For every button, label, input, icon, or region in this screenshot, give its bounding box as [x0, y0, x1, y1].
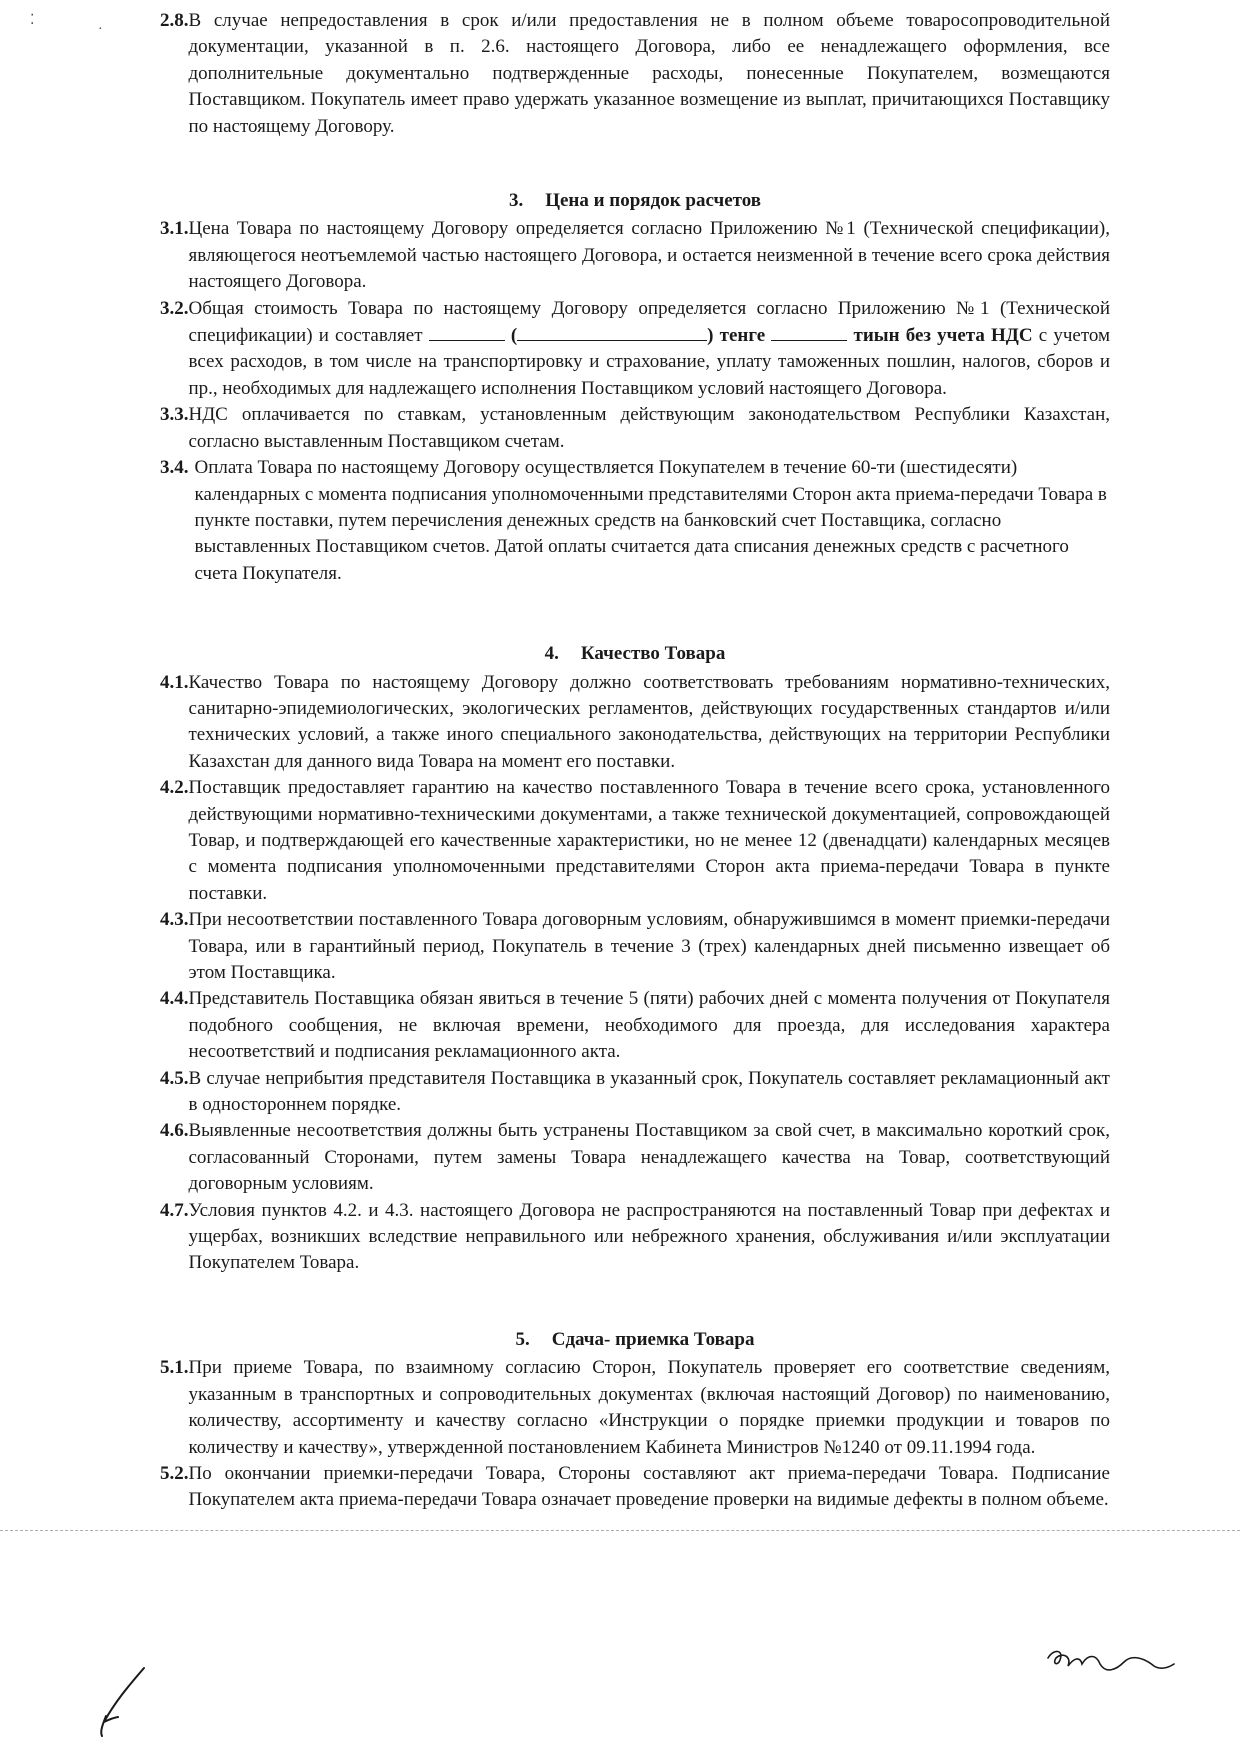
section-4-heading	[160, 641, 1110, 667]
clause-3-3	[160, 402, 1110, 455]
clause-number: 4.7.	[160, 1199, 189, 1221]
clause-text: По окончании приемки-передачи Товара, Стороны составляют акт приема-передачи Товара. Подписание Покупателем акта приема-передачи Товара означает проведение проверки на видимые дефекты в полном объеме.	[188, 1462, 1110, 1511]
clause-text-c: с учетом всех расходов, в том числе на транспортировку и страхование, уплату таможенных пошлин, налогов, сборов и пр., необходимых для надлежащего исполнения Поставщиком условий настоящего Договора.	[188, 325, 1111, 399]
clause-number: 4.4.	[160, 988, 189, 1010]
scan-speck: ⁚	[30, 13, 35, 28]
clause-text: Оплата Товара по настоящему Договору осуществляется Покупателем в течение 60-ти (шестидесяти) календарных с момента подписания уполномоченными представителями Сторон акта приема-передачи Товара в пункте поставки, путем перечисления денежных средств на банковский счет Поставщика, согласно выставленных Поставщиком счетов. Датой оплаты считается дата списания денежных средств с расчетного счета Покупателя.	[194, 457, 1107, 584]
clause-text-a: Общая стоимость Товара по настоящему Договору определяется согласно Приложению №1 (Технической спецификации) и составляет	[188, 297, 1110, 347]
scan-fold-line	[0, 1530, 1240, 1531]
clause-number: 3.1.	[160, 218, 189, 240]
section-title: Сдача- приемка Товара	[551, 1328, 755, 1350]
clause-4-4	[160, 986, 1110, 1065]
clause-4-3	[160, 907, 1110, 986]
clause-4-7	[160, 1198, 1110, 1277]
clause-number: 5.1.	[160, 1357, 189, 1379]
clause-number: 4.3.	[160, 909, 189, 931]
currency-tenge: тенге	[719, 325, 766, 347]
clause-text: Выявленные несоответствия должны быть устранены Поставщиком за свой счет, в максимально короткий срок, согласованный Сторонами, путем замены Товара ненадлежащего качества на Товар, соответствующий договорным условиям.	[188, 1120, 1110, 1195]
scan-speck: ·	[98, 22, 103, 37]
amount-blank	[429, 322, 505, 341]
paren-close: )	[707, 325, 714, 347]
clause-text: Цена Товара по настоящему Договору определяется согласно Приложению №1 (Технической спецификации), являющегося неотъемлемой частью настоящего Договора, и остается неизменной в течение всего срока действия настоящего Договора.	[188, 218, 1110, 293]
clause-number: 4.5.	[160, 1067, 189, 1089]
section-title: Цена и порядок расчетов	[545, 190, 762, 212]
clause-4-1	[160, 670, 1110, 776]
signature-left	[92, 1660, 162, 1740]
section-title: Качество Товара	[580, 643, 726, 665]
clause-number: 3.2.	[160, 297, 189, 319]
clause-2-8	[160, 8, 1110, 140]
clause-text: Поставщик предоставляет гарантию на качество поставленного Товара в течение всего срока, установленного действующими нормативно-техническими документами, а также технической документацией, сопровождающей Товар, и подтверждающей его качественные характеристики, но не менее 12 (двенадцати) календарных месяцев с момента подписания уполномоченными представителями Сторон акта приема-передачи Товара в пункте поставки.	[188, 777, 1110, 904]
amount-words-blank	[517, 322, 707, 341]
clause-number: 3.3.	[160, 404, 189, 426]
clause-number: 2.8.	[160, 10, 189, 31]
section-number: 5.	[515, 1328, 530, 1350]
section-3-heading	[160, 188, 1110, 214]
clause-5-2	[160, 1461, 1110, 1514]
clause-text: Качество Товара по настоящему Договору должно соответствовать требованиям нормативно-технических, санитарно-эпидемиологических, экологических регламентов, действующих государственных стандартов и/или технических условий, а также иного специального законодательства, действующих на территории Республики Казахстан для данного вида Товара на момент его поставки.	[188, 671, 1110, 772]
clause-text: Условия пунктов 4.2. и 4.3. настоящего Договора не распространяются на поставленный Товар при дефектах и ущербах, возникших вследствие неправильного или небрежного хранения, обслуживания и/или эксплуатации Покупателем Товара.	[188, 1199, 1110, 1274]
clause-text: В случае непредоставления в срок и/или предоставления не в полном объеме товаросопроводительной документации, указанной в п. 2.6. настоящего Договора, либо ее ненадлежащего оформления, все дополнительные документально подтвержденные расходы, понесенные Покупателем, возмещаются Поставщиком. Покупатель имеет право удержать указанное возмещение из выплат, причитающихся Поставщику по настоящему Договору.	[188, 10, 1110, 137]
clause-number: 5.2.	[160, 1462, 189, 1484]
clause-number: 4.1.	[160, 671, 189, 693]
clause-3-1	[160, 216, 1110, 295]
paren-open: (	[510, 325, 518, 347]
clause-text	[189, 296, 1111, 403]
section-number: 4.	[544, 643, 559, 665]
clause-number: 3.4.	[160, 457, 189, 479]
contract-text	[160, 8, 1110, 1514]
clause-3-4	[160, 455, 1110, 587]
section-5-heading	[160, 1327, 1110, 1353]
clause-number: 4.6.	[160, 1120, 189, 1142]
clause-4-2	[160, 775, 1110, 907]
clause-4-6	[160, 1118, 1110, 1197]
clause-text: При несоответствии поставленного Товара договорным условиям, обнаружившимся в момент приемки-передачи Товара, или в гарантийный период, Покупатель в течение 3 (трех) календарных дней письменно извещает об этом Поставщика.	[188, 909, 1110, 983]
clause-5-1	[160, 1355, 1110, 1461]
clause-text: НДС оплачивается по ставкам, установленным действующим законодательством Республики Казахстан, согласно выставленным Поставщиком счетам.	[188, 404, 1110, 452]
clause-text: При приеме Товара, по взаимному согласию Сторон, Покупатель проверяет его соответствие сведениям, указанным в транспортных и сопроводительных документах (включая настоящий Договор) по наименованию, количеству, ассортименту и качеству согласно «Инструкции о порядке приемки продукции и товаров по количеству и качеству», утвержденной постановлением Кабинета Министров №1240 от 09.11.1994 года.	[188, 1357, 1110, 1458]
clause-3-2	[160, 296, 1110, 403]
clause-number: 4.2.	[160, 777, 189, 799]
signature-right	[1040, 1640, 1180, 1690]
tiyn-blank	[771, 322, 847, 341]
clause-text: В случае неприбытия представителя Поставщика в указанный срок, Покупатель составляет рекламационный акт в одностороннем порядке.	[188, 1067, 1110, 1116]
vat-exclusion-text: тиын без учета НДС	[853, 325, 1033, 347]
clause-text: Представитель Поставщика обязан явиться в течение 5 (пяти) рабочих дней с момента получения от Покупателя подобного сообщения, не включая времени, необходимого для проезда, для исследования характера несоответствий и подписания рекламационного акта.	[188, 988, 1110, 1063]
clause-4-5	[160, 1066, 1110, 1119]
section-number: 3.	[508, 190, 524, 212]
